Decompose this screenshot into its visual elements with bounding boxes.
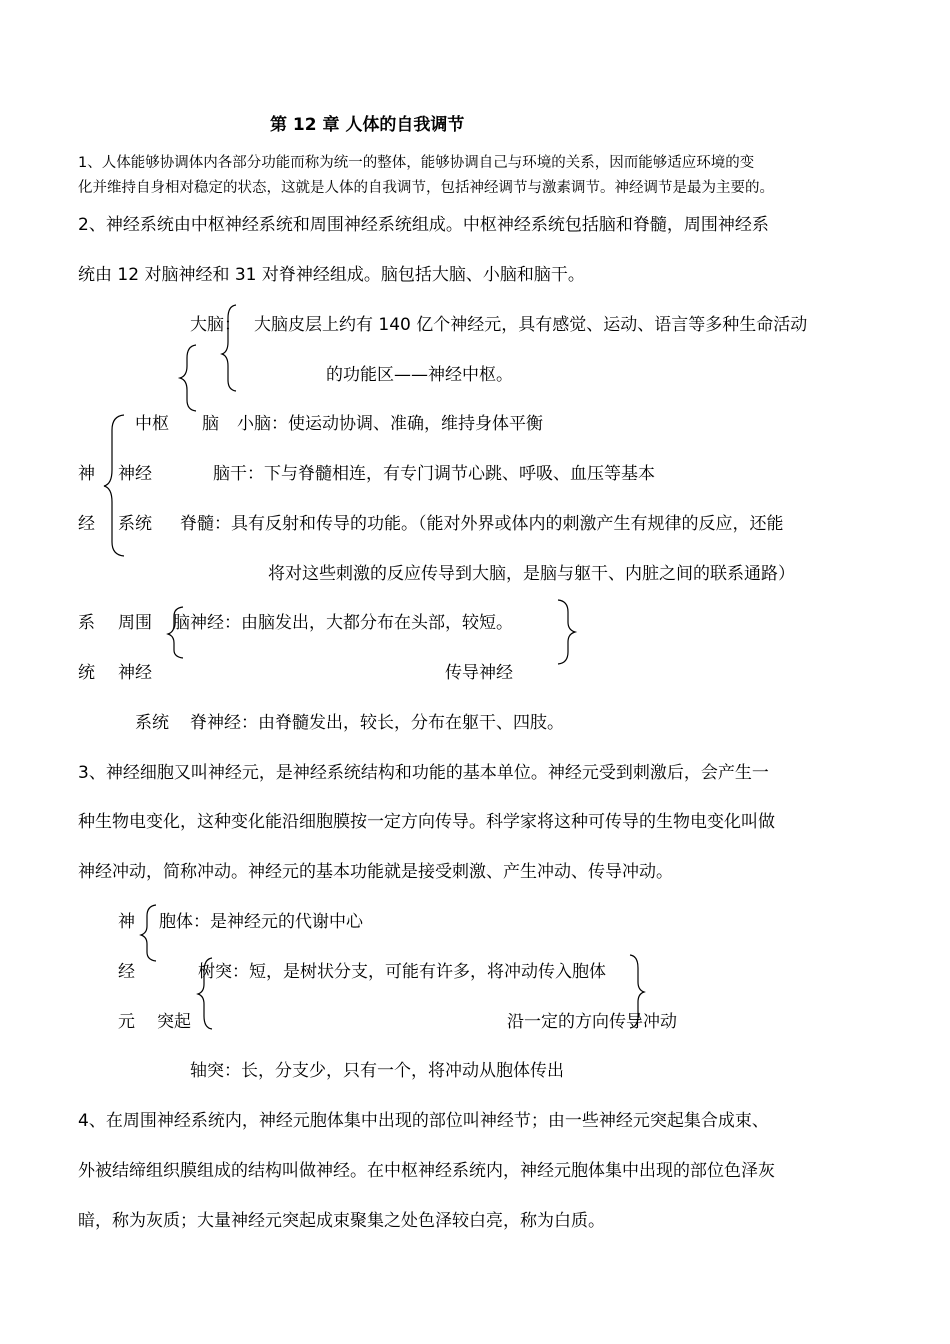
- brace-chuandao: [558, 600, 575, 664]
- brace-zhouwei: [168, 607, 183, 658]
- jing-char: 经: [78, 514, 95, 534]
- naogan-text: 脑干：下与脊髓相连，有专门调节心跳、呼吸、血压等基本: [213, 464, 655, 484]
- neuron-yuan-char: 元: [118, 1012, 135, 1032]
- paragraph-1-line-2: 化并维持自身相对稳定的状态，这就是人体的自我调节，包括神经调节与激素调节。神经调节是最为主要的。: [78, 180, 774, 196]
- chuandao-label: 传导神经: [445, 663, 513, 683]
- shenjing-label-2: 神经: [118, 663, 152, 683]
- paragraph-1-line-1: 1、人体能够协调体内各部分功能而称为统一的整体，能够协调自己与环境的关系，因而能够适应环境的变: [78, 155, 755, 171]
- nao-label: 脑: [202, 414, 219, 434]
- shutu-text: 树突：短，是树状分支，可能有许多，将冲动传入胞体: [198, 962, 606, 982]
- danao-text-2: 的功能区——神经中枢。: [326, 365, 513, 385]
- brace-tuqi: [198, 958, 212, 1029]
- tuqi-label: 突起: [157, 1012, 191, 1032]
- paragraph-2-line-1: 2、神经系统由中枢神经系统和周围神经系统组成。中枢神经系统包括脑和脊髓，周围神经系: [78, 215, 769, 235]
- paragraph-4-line-1: 4、在周围神经系统内，神经元胞体集中出现的部位叫神经节；由一些神经元突起集合成束、: [78, 1111, 769, 1131]
- xiaonao-text: 小脑：使运动协调、准确，维持身体平衡: [237, 414, 543, 434]
- brace-danao: [222, 305, 236, 391]
- neuron-jing-char: 经: [118, 962, 135, 982]
- shen-char: 神: [78, 464, 95, 484]
- brace-shenjing-xitong: [104, 415, 124, 556]
- zhoutu-text: 轴突：长，分支少，只有一个，将冲动从胞体传出: [190, 1061, 564, 1081]
- paragraph-2-line-2: 统由 12 对脑神经和 31 对脊神经组成。脑包括大脑、小脑和脑干。: [78, 265, 585, 285]
- xi-char: 系: [78, 613, 95, 633]
- jishenjing-text: 脊神经：由脊髓发出，较长，分布在躯干、四肢。: [190, 713, 564, 733]
- page-title: 第 12 章 人体的自我调节: [270, 115, 465, 135]
- danao-label: 大脑：: [190, 315, 241, 335]
- naoshenjing-text: 脑神经：由脑发出，大都分布在头部，较短。: [173, 613, 513, 633]
- brace-baoti-close: [630, 955, 644, 1028]
- shenjing-label: 神经: [118, 464, 152, 484]
- paragraph-3-line-2: 种生物电变化，这种变化能沿细胞膜按一定方向传导。科学家将这种可传导的生物电变化叫做: [78, 812, 775, 832]
- paragraph-4-line-3: 暗，称为灰质；大量神经元突起成束聚集之处色泽较白亮，称为白质。: [78, 1211, 605, 1231]
- baoti-text: 胞体：是神经元的代谢中心: [159, 912, 363, 932]
- jisui-text: 脊髓：具有反射和传导的功能。（能对外界或体内的刺激产生有规律的反应，还能: [180, 514, 784, 534]
- zhouwei-label: 周围: [118, 613, 152, 633]
- danao-text: 大脑皮层上约有 140 亿个神经元，具有感觉、运动、语言等多种生命活动: [254, 315, 808, 335]
- yanyiding-text: 沿一定的方向传导冲动: [507, 1012, 677, 1032]
- paragraph-4-line-2: 外被结缔组织膜组成的结构叫做神经。在中枢神经系统内，神经元胞体集中出现的部位色泽灰: [78, 1161, 775, 1181]
- paragraph-3-line-1: 3、神经细胞又叫神经元，是神经系统结构和功能的基本单位。神经元受到刺激后，会产生一: [78, 763, 769, 783]
- xitong-label: 系统: [118, 514, 152, 534]
- jisui-text-2: 将对这些刺激的反应传导到大脑，是脑与躯干、内脏之间的联系通路）: [268, 564, 795, 584]
- paragraph-3-line-3: 神经冲动，简称冲动。神经元的基本功能就是接受刺激、产生冲动、传导冲动。: [78, 862, 673, 882]
- brace-neuron: [141, 905, 156, 961]
- neuron-shen-char: 神: [118, 912, 135, 932]
- xitong-label-2: 系统: [135, 713, 169, 733]
- zhongshu-label: 中枢: [135, 414, 169, 434]
- tong-char: 统: [78, 663, 95, 683]
- brace-nao: [180, 345, 196, 411]
